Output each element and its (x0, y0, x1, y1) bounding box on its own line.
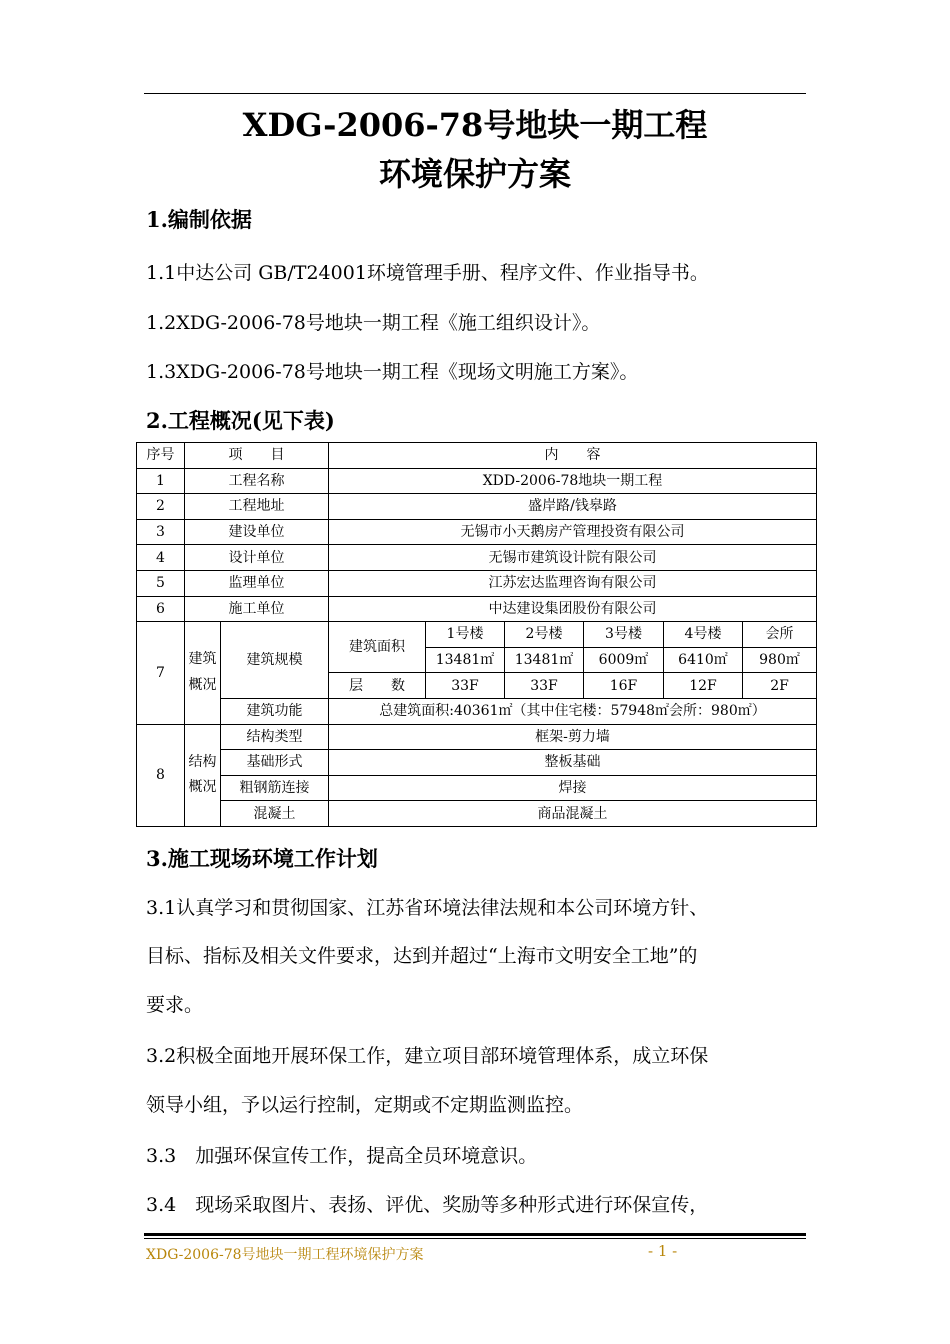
row-content: 盛岸路/钱皋路 (329, 494, 817, 520)
structure-label: 结构类型 (221, 724, 329, 750)
section1-heading: 1.编制依据 (146, 207, 252, 232)
building-name: 2号楼 (505, 622, 584, 648)
row-item: 工程名称 (185, 468, 329, 494)
structure-overview-group: 结构概况 (185, 724, 221, 826)
table-row (137, 596, 817, 622)
section3-p2-line2: 领导小组，予以运行控制，定期或不定期监测监控。 (146, 1094, 584, 1116)
structure-value: 商品混凝土 (329, 801, 817, 827)
section2-heading: 2.工程概况(见下表) (146, 408, 335, 433)
building-area-label: 建筑面积 (329, 622, 426, 673)
floors-label: 层 数 (329, 673, 426, 699)
row-no: 7 (137, 622, 185, 724)
table-row-structure (137, 775, 817, 801)
section1-item-3: 1.3XDG-2006-78号地块一期工程《现场文明施工方案》。 (146, 361, 639, 383)
structure-value: 框架-剪力墙 (329, 724, 817, 750)
row-content: 江苏宏达监理咨询有限公司 (329, 570, 817, 596)
table-row (137, 468, 817, 494)
section3-p3: 3.3 加强环保宣传工作，提高全员环境意识。 (146, 1145, 538, 1167)
row-no: 3 (137, 519, 185, 545)
building-area: 6009㎡ (584, 647, 664, 673)
footer-doc-title: XDG-2006-78号地块一期工程环境保护方案 (146, 1247, 424, 1263)
table-row (137, 519, 817, 545)
building-scale-label: 建筑规模 (221, 622, 329, 699)
building-floors: 33F (426, 673, 505, 699)
project-overview-table (136, 442, 817, 827)
section3-p1-line3: 要求。 (146, 994, 204, 1016)
section3-p2-line1: 3.2积极全面地开展环保工作，建立项目部环境管理体系，成立环保 (146, 1045, 709, 1067)
building-area: 980㎡ (743, 647, 817, 673)
building-floors: 12F (664, 673, 743, 699)
table-row-building-header (137, 622, 817, 648)
building-floors: 16F (584, 673, 664, 699)
row-item: 建设单位 (185, 519, 329, 545)
row-content: 中达建设集团股份有限公司 (329, 596, 817, 622)
row-content: 无锡市小天鹅房产管理投资有限公司 (329, 519, 817, 545)
building-name: 1号楼 (426, 622, 505, 648)
building-overview-group: 建筑概况 (185, 622, 221, 724)
structure-label: 混凝土 (221, 801, 329, 827)
row-item: 监理单位 (185, 570, 329, 596)
building-area: 13481㎡ (426, 647, 505, 673)
table-row-structure (137, 801, 817, 827)
header-content: 内 容 (329, 443, 817, 469)
table-row-structure (137, 724, 817, 750)
footer-page-number: - 1 - (648, 1242, 678, 1260)
footer-rule-thick (144, 1233, 806, 1236)
doc-title-line2: 环境保护方案 (378, 155, 571, 193)
section3-heading: 3.施工现场环境工作计划 (146, 846, 378, 871)
section3-p4: 3.4 现场采取图片、表扬、评优、奖励等多种形式进行环保宣传， (146, 1194, 709, 1216)
table-header-row (137, 443, 817, 469)
building-name: 3号楼 (584, 622, 664, 648)
section3-p1-line2: 目标、指标及相关文件要求，达到并超过“上海市文明安全工地”的 (146, 945, 698, 967)
building-name: 4号楼 (664, 622, 743, 648)
structure-value: 焊接 (329, 775, 817, 801)
table-row (137, 494, 817, 520)
table-row (137, 545, 817, 571)
header-rule (144, 93, 806, 94)
footer-rule-thin (144, 1238, 806, 1239)
structure-label: 基础形式 (221, 750, 329, 776)
table-row-building-function (137, 698, 817, 724)
row-item: 设计单位 (185, 545, 329, 571)
building-area: 13481㎡ (505, 647, 584, 673)
section1-item-1: 1.1中达公司 GB/T24001环境管理手册、程序文件、作业指导书。 (146, 262, 709, 284)
header-no: 序号 (137, 443, 185, 469)
row-no: 8 (137, 724, 185, 826)
section3-p1-line1: 3.1认真学习和贯彻国家、江苏省环境法律法规和本公司环境方针、 (146, 897, 709, 919)
section1-item-2: 1.2XDG-2006-78号地块一期工程《施工组织设计》。 (146, 312, 601, 334)
row-no: 6 (137, 596, 185, 622)
row-no: 4 (137, 545, 185, 571)
building-area: 6410㎡ (664, 647, 743, 673)
building-name: 会所 (743, 622, 817, 648)
row-content: XDD-2006-78地块一期工程 (329, 468, 817, 494)
row-no: 5 (137, 570, 185, 596)
row-content: 无锡市建筑设计院有限公司 (329, 545, 817, 571)
function-value: 总建筑面积:40361㎡（其中住宅楼：57948㎡会所：980㎡） (329, 698, 817, 724)
row-item: 工程地址 (185, 494, 329, 520)
header-item: 项 目 (185, 443, 329, 469)
doc-title-line1: XDG-2006-78号地块一期工程 (242, 106, 708, 144)
function-label: 建筑功能 (221, 698, 329, 724)
building-floors: 2F (743, 673, 817, 699)
row-no: 2 (137, 494, 185, 520)
table-row (137, 570, 817, 596)
structure-label: 粗钢筋连接 (221, 775, 329, 801)
table-row-structure (137, 750, 817, 776)
building-floors: 33F (505, 673, 584, 699)
row-no: 1 (137, 468, 185, 494)
structure-value: 整板基础 (329, 750, 817, 776)
row-item: 施工单位 (185, 596, 329, 622)
